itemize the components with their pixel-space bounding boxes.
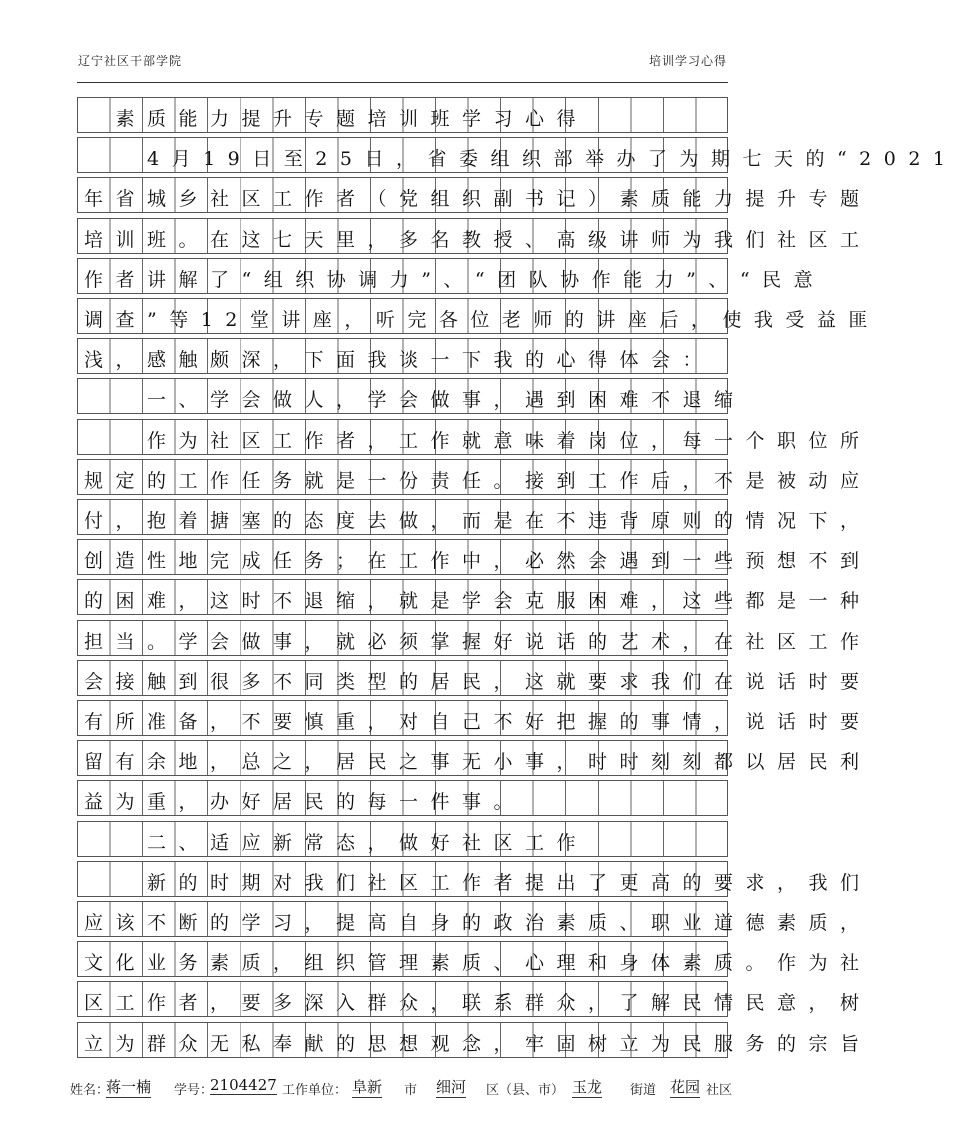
header-school-name: 辽宁社区干部学院 <box>78 54 183 68</box>
essay-line <box>77 258 826 294</box>
essay-line <box>77 901 872 937</box>
district-label: 区（县、市） <box>486 1083 565 1098</box>
name-label: 姓名： <box>70 1083 110 1098</box>
essay-line <box>77 499 872 535</box>
essay-line-text: 作者讲解了“组织协调力”、“团队协作能力”、“民意 <box>84 268 826 291</box>
student-id-value: 2104427 <box>210 1076 277 1094</box>
city-value: 阜新 <box>352 1078 383 1096</box>
essay-line <box>77 861 872 897</box>
city-label: 市 <box>404 1083 418 1098</box>
community-value: 花园 <box>670 1078 701 1096</box>
essay-line-text: 4月19日至25日，省委组织部举办了为期七天的“2021 <box>84 148 958 171</box>
essay-line-text: 应该不断的学习，提高自身的政治素质、职业道德素质， <box>84 912 872 934</box>
essay-line-text: 会接触到很多不同类型的居民，这就要求我们在说话时要 <box>84 670 872 693</box>
header-doc-type: 培训学习心得 <box>648 54 727 68</box>
essay-line <box>77 941 872 977</box>
essay-line-text: 益为重，办好居民的每一件事。 <box>84 791 526 814</box>
essay-line-text: 文化业务素质，组织管理素质、心理和身体素质。作为社 <box>84 952 872 975</box>
essay-line <box>77 419 872 455</box>
district-value: 细河 <box>436 1078 467 1096</box>
essay-line-text: 培训班。在这七天里，多名教授、高级讲师为我们社区工 <box>84 228 872 251</box>
essay-line-text: 的困难，这时不退缩，就是学会克服困难，这些都是一种 <box>84 590 872 613</box>
essay-line <box>77 740 872 776</box>
name-value: 蒋一楠 <box>106 1078 152 1096</box>
essay-line-text: 浅，感触颇深，下面我谈一下我的心得体会： <box>84 349 715 372</box>
essay-line <box>77 981 872 1017</box>
essay-line <box>77 1022 872 1058</box>
essay-line-text: 二、适应新常态，做好社区工作 <box>84 831 589 854</box>
street-value: 玉龙 <box>572 1078 603 1096</box>
essay-line <box>77 177 872 213</box>
essay-line <box>77 620 872 656</box>
essay-line-text: 规定的工作任务就是一份责任。接到工作后，不是被动应 <box>84 469 872 492</box>
essay-line-text: 立为群众无私奉献的思想观念，牢固树立为民服务的宗旨 <box>84 1032 872 1055</box>
street-label: 街道 <box>630 1083 657 1098</box>
community-label: 社区 <box>706 1083 733 1098</box>
essay-line-text: 区工作者，要多深入群众，联系群众，了解民情民意，树 <box>84 992 872 1015</box>
essay-line <box>77 218 872 254</box>
essay-line-text: 一、学会做人，学会做事，遇到困难不退缩 <box>84 389 746 412</box>
essay-line <box>77 539 872 575</box>
essay-line <box>77 660 872 696</box>
essay-line <box>77 378 746 414</box>
essay-line <box>77 459 872 495</box>
essay-line <box>77 298 880 334</box>
essay-line-text: 作为社区工作者，工作就意味着岗位，每一个职位所 <box>84 429 872 452</box>
essay-line <box>77 137 958 173</box>
essay-line-text: 担当。学会做事，就必须掌握好说话的艺术，在社区工作 <box>84 630 872 653</box>
essay-line <box>77 579 872 615</box>
essay-line-text: 付，抱着搪塞的态度去做，而是在不违背原则的情况下， <box>84 510 872 532</box>
essay-line <box>77 338 728 374</box>
writing-sheet <box>77 82 958 1055</box>
essay-line-text: 创造性地完成任务；在工作中，必然会遇到一些预想不到 <box>84 550 872 573</box>
student-info-footer <box>70 1075 733 1101</box>
essay-line-text: 新的时期对我们社区工作者提出了更高的要求，我们 <box>84 871 872 894</box>
essay-line <box>77 700 872 736</box>
essay-line <box>77 97 728 133</box>
student-id-label: 学号： <box>174 1083 214 1098</box>
essay-line-text: 留有余地，总之，居民之事无小事，时时刻刻都以居民利 <box>84 751 872 774</box>
essay-line-text: 年省城乡社区工作者（党组织副书记）素质能力提升专题 <box>84 188 872 211</box>
essay-line-text: 素质能力提升专题培训班学习心得 <box>84 108 589 130</box>
essay-line-text: 调查”等12堂讲座，听完各位老师的讲座后，使我受益匪 <box>84 309 880 331</box>
essay-line <box>77 821 728 857</box>
work-unit-label: 工作单位： <box>282 1083 348 1098</box>
essay-line <box>77 780 728 816</box>
essay-line-text: 有所准备，不要慎重，对自己不好把握的事情，说话时要 <box>84 711 872 733</box>
